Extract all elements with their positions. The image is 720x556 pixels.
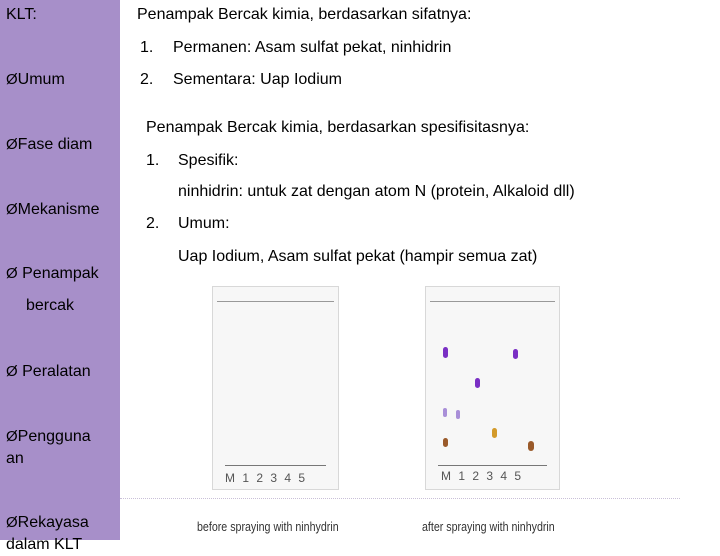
list1-num-2: 2. xyxy=(140,71,154,88)
caption-before: before spraying with ninhydrin xyxy=(197,519,339,534)
tlc-plate-before xyxy=(212,286,339,490)
spot-lavender xyxy=(456,410,460,419)
sidebar-item-fase-diam[interactable]: ØFase diam xyxy=(6,136,93,153)
sidebar-item-rekayasa[interactable]: ØRekayasa xyxy=(6,514,89,531)
arrow-bullet-icon: Ø xyxy=(6,363,18,380)
sidebar-item-pengguna[interactable]: ØPengguna xyxy=(6,428,91,445)
lane-labels: M 1 2 3 4 5 xyxy=(441,469,524,483)
sidebar-item-penampak-bercak-cont: bercak xyxy=(26,297,75,314)
sidebar-item-peralatan[interactable]: Ø Peralatan xyxy=(6,363,91,380)
list2-text-1: Spesifik: xyxy=(178,152,239,169)
arrow-bullet-icon: Ø xyxy=(6,265,18,282)
list2-num-2: 2. xyxy=(146,215,160,232)
caption-after: after spraying with ninhydrin xyxy=(422,519,555,534)
spot-purple xyxy=(443,347,448,358)
list2-text-2: Umum: xyxy=(178,215,230,232)
arrow-bullet-icon: Ø xyxy=(6,71,18,88)
sidebar-item-umum[interactable]: ØUmum xyxy=(6,71,65,88)
origin-line xyxy=(225,465,326,466)
divider xyxy=(120,498,680,499)
sidebar-item-mekanisme[interactable]: ØMekanisme xyxy=(6,201,100,218)
spot-gold xyxy=(492,428,497,438)
solvent-front-line xyxy=(430,301,555,302)
list2-num-1: 1. xyxy=(146,152,160,169)
origin-line xyxy=(438,465,547,466)
spot-brown xyxy=(528,441,534,451)
spot-lavender xyxy=(443,408,447,417)
tlc-plate-after xyxy=(425,286,560,490)
spot-brown xyxy=(443,438,448,447)
heading-sifat: Penampak Bercak kimia, berdasarkan sifatnya: xyxy=(137,6,472,23)
sidebar-item-pengguna-cont: an xyxy=(6,450,24,467)
list2-detail-2: Uap Iodium, Asam sulfat pekat (hampir semua zat) xyxy=(178,248,538,265)
lane-labels: M 1 2 3 4 5 xyxy=(225,471,308,485)
sidebar-title: KLT: xyxy=(6,6,37,23)
list1-num-1: 1. xyxy=(140,39,154,56)
arrow-bullet-icon: Ø xyxy=(6,428,18,445)
heading-spesifisitas: Penampak Bercak kimia, berdasarkan spesifisitasnya: xyxy=(146,119,530,136)
sidebar xyxy=(0,0,120,553)
arrow-bullet-icon: Ø xyxy=(6,201,18,218)
list1-text-2: Sementara: Uap Iodium xyxy=(173,71,342,88)
arrow-bullet-icon: Ø xyxy=(6,514,18,531)
solvent-front-line xyxy=(217,301,334,302)
list1-text-1: Permanen: Asam sulfat pekat, ninhidrin xyxy=(173,39,452,56)
sidebar-item-rekayasa-cont: dalam KLT xyxy=(6,536,83,553)
spot-purple xyxy=(475,378,480,388)
arrow-bullet-icon: Ø xyxy=(6,136,18,153)
list2-detail-1: ninhidrin: untuk zat dengan atom N (protein, Alkaloid dll) xyxy=(178,183,575,200)
spot-purple xyxy=(513,349,518,359)
sidebar-item-penampak-bercak[interactable]: Ø Penampak xyxy=(6,265,99,282)
